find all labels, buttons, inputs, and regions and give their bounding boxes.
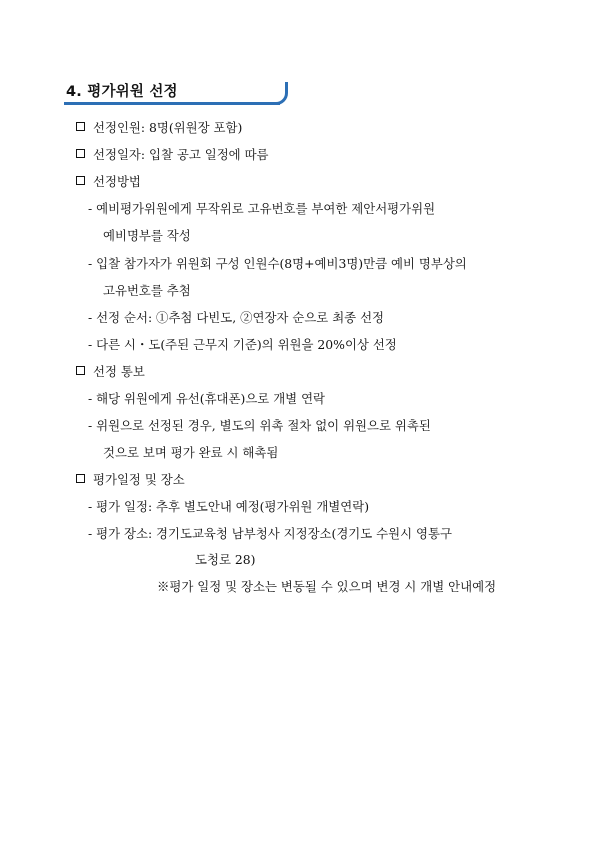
bullet-item-date bbox=[76, 147, 269, 163]
dash-item: - 다른 시・도(주된 근무지 기준)의 위원을 20%이상 선정 bbox=[88, 337, 397, 352]
square-bullet-icon bbox=[76, 366, 85, 375]
dash-item-continuation: 예비명부를 작성 bbox=[103, 228, 191, 243]
square-bullet-icon bbox=[76, 122, 85, 131]
dash-item: - 예비평가위원에게 무작위로 고유번호를 부여한 제안서평가위원 bbox=[88, 201, 436, 216]
bullet-text: 선정 통보 bbox=[93, 364, 145, 379]
bullet-text: 선정인원: 8명(위원장 포함) bbox=[93, 120, 243, 135]
dash-item: - 입찰 참가자가 위원회 구성 인원수(8명+예비3명)만큼 예비 명부상의 bbox=[88, 256, 467, 271]
dash-item-continuation: 고유번호를 추첨 bbox=[103, 283, 191, 298]
footnote: ※평가 일정 및 장소는 변동될 수 있으며 변경 시 개별 안내예정 bbox=[157, 579, 497, 594]
bullet-text: 평가일정 및 장소 bbox=[93, 472, 185, 487]
bullet-item-members bbox=[76, 120, 242, 136]
square-bullet-icon bbox=[76, 474, 85, 483]
bullet-text: 선정일자: 입찰 공고 일정에 따름 bbox=[93, 147, 269, 162]
dash-item: - 위원으로 선정된 경우, 별도의 위촉 절차 없이 위원으로 위촉된 bbox=[88, 418, 431, 433]
dash-item: - 해당 위원에게 유선(휴대폰)으로 개별 연락 bbox=[88, 391, 326, 406]
dash-item-continuation: 것으로 보며 평가 완료 시 해촉됨 bbox=[103, 445, 279, 460]
section-heading bbox=[64, 78, 292, 108]
square-bullet-icon bbox=[76, 149, 85, 158]
heading-corner-decoration bbox=[274, 82, 288, 105]
bullet-item-method bbox=[76, 174, 141, 190]
dash-item: - 평가 장소: 경기도교육청 남부청사 지정장소(경기도 수원시 영통구 bbox=[88, 526, 452, 541]
dash-item-continuation: 도청로 28) bbox=[195, 552, 256, 567]
square-bullet-icon bbox=[76, 176, 85, 185]
dash-item: - 선정 순서: ①추첨 다빈도, ②연장자 순으로 최종 선정 bbox=[88, 310, 385, 325]
heading-underline bbox=[64, 102, 280, 105]
section-title: 4. 평가위원 선정 bbox=[66, 84, 178, 100]
bullet-text: 선정방법 bbox=[93, 174, 141, 189]
bullet-item-notification bbox=[76, 364, 145, 380]
dash-item: - 평가 일정: 추후 별도안내 예정(평가위원 개별연락) bbox=[88, 499, 370, 514]
bullet-item-schedule bbox=[76, 472, 185, 488]
